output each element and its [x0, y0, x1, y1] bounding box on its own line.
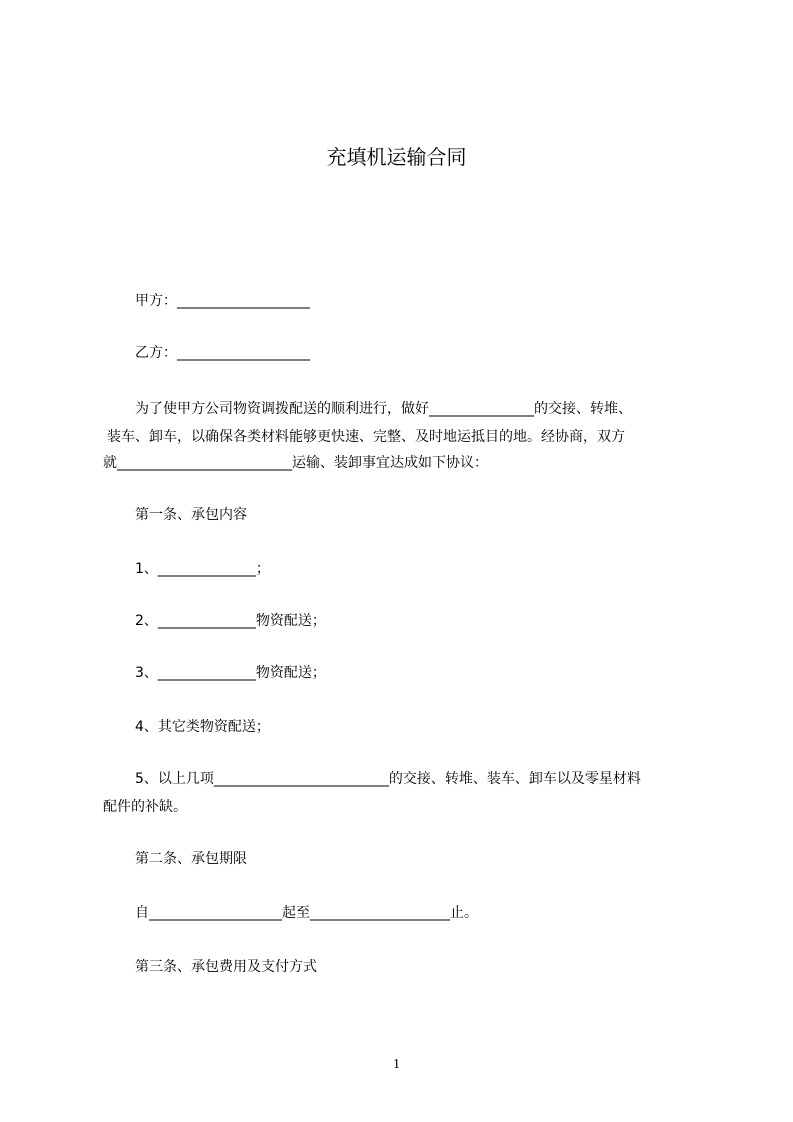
article-1-item-3: 3、______________物资配送；	[135, 665, 326, 681]
party-b-line: 乙方：___________________	[135, 345, 310, 361]
article-1-item-2: 2、______________物资配送；	[135, 613, 326, 629]
article-1-item-5-cont: 配件的补缺。	[103, 799, 187, 815]
article-2-heading: 第二条、承包期限	[135, 851, 247, 867]
page-number: 1	[393, 1057, 400, 1072]
article-3-heading: 第三条、承包费用及支付方式	[135, 959, 317, 975]
document-title: 充填机运输合同	[326, 145, 467, 169]
article-1-heading: 第一条、承包内容	[135, 507, 247, 523]
article-1-item-1: 1、______________；	[135, 561, 270, 577]
article-1-item-4: 4、其它类物资配送；	[135, 719, 270, 735]
preamble-line-1: 为了使甲方公司物资调拨配送的顺利进行，做好_______________的交接、转堆、	[135, 401, 632, 417]
preamble-line-3: 就_________________________运输、装卸事宜达成如下协议：	[103, 455, 488, 471]
preamble-line-2: 装车、卸车，以确保各类材料能够更快速、完整、及时地运抵目的地。经协商，双方	[107, 429, 625, 445]
article-2-period: 自___________________起至____________________止。	[135, 905, 478, 921]
party-a-line: 甲方：___________________	[135, 293, 310, 309]
article-1-item-5: 5、以上几项_________________________的交接、转堆、装车、卸车以及零星材料	[135, 771, 641, 787]
